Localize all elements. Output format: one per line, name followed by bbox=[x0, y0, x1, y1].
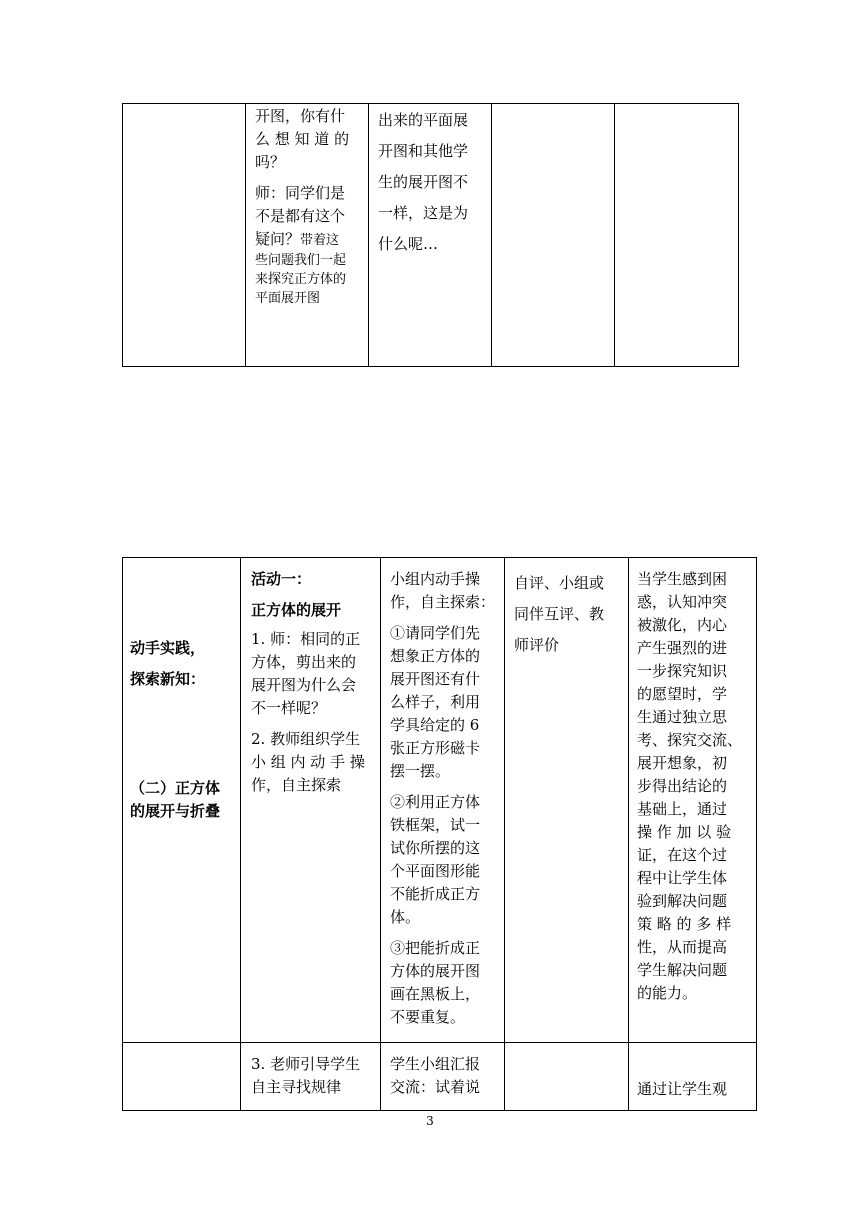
text-line: 考、探究交流、 bbox=[637, 731, 743, 749]
text-line: 小 组 内 动 手 操 bbox=[251, 753, 365, 771]
text-line: 作，自主探索： bbox=[390, 593, 496, 611]
table-row bbox=[123, 1043, 757, 1111]
text-line: 些问题我们一起 bbox=[255, 253, 347, 268]
text-line: 性，从而提高 bbox=[637, 938, 728, 956]
text-line: 学生解决问题 bbox=[637, 961, 728, 979]
stage-cell bbox=[123, 1043, 241, 1111]
text-line: 想象正方体的 bbox=[390, 647, 481, 665]
text-line: 不能折成正方 bbox=[390, 885, 481, 903]
text-line: 操 作 加 以 验 bbox=[637, 823, 732, 841]
text-line: 开图和其他学 bbox=[378, 142, 469, 160]
text-line: 展开图还有什 bbox=[390, 670, 481, 688]
page-number: 3 bbox=[426, 1114, 434, 1128]
text-line: 交流：试着说 bbox=[390, 1078, 481, 1096]
text-line: 么 想 知 道 的 bbox=[255, 130, 350, 148]
text-line: 的能力。 bbox=[637, 984, 698, 1002]
student-activity-cell bbox=[381, 558, 505, 1043]
text-line: 摆一摆。 bbox=[390, 762, 451, 780]
table-row bbox=[123, 558, 757, 1043]
text-line: 验到解决问题 bbox=[637, 892, 728, 910]
text-line: 生通过独立思 bbox=[637, 708, 728, 726]
text-line: 基础上，通过 bbox=[637, 800, 728, 818]
teacher-activity-cell bbox=[241, 1043, 381, 1111]
activity-title: 活动一： bbox=[251, 570, 312, 588]
text-line: 师评价 bbox=[514, 636, 560, 654]
text-line: 小组内动手操 bbox=[390, 570, 481, 588]
text-line: 不要重复。 bbox=[390, 1008, 466, 1026]
text-line: ①请同学们先 bbox=[390, 624, 481, 642]
text-line: 展开想象，初 bbox=[637, 754, 728, 772]
lesson-table bbox=[122, 557, 757, 1111]
text-line: 师：同学们是 bbox=[255, 184, 346, 202]
text-line: 铁框架，试一 bbox=[390, 816, 481, 834]
text-line: 同伴互评、教 bbox=[514, 605, 605, 623]
text-line: 出来的平面展 bbox=[378, 111, 469, 129]
text-line: 生的展开图不 bbox=[378, 173, 469, 191]
teacher-activity-cell bbox=[246, 104, 369, 367]
text-line: 程中让学生体 bbox=[637, 869, 728, 887]
text-line: 体。 bbox=[390, 908, 421, 926]
text-line: 被激化，内心 bbox=[637, 616, 728, 634]
text-line: 来探究正方体的 bbox=[255, 272, 347, 287]
text-line: 产生强烈的进 bbox=[637, 639, 728, 657]
stage-subtitle: （二）正方体 bbox=[130, 779, 221, 797]
text-line: 不一样呢？ bbox=[251, 699, 327, 717]
text-line: 疑问？ bbox=[255, 230, 301, 248]
text-line: 什么呢… bbox=[378, 235, 439, 253]
text-line: 方体，剪出来的 bbox=[251, 653, 357, 671]
text-line: 方体的展开图 bbox=[390, 962, 481, 980]
evaluation-cell bbox=[505, 1043, 629, 1111]
text-line: 展开图为什么会 bbox=[251, 676, 357, 694]
text-line: 带着这 bbox=[300, 233, 340, 248]
text-line: 作，自主探索 bbox=[251, 776, 342, 794]
design-intent-cell bbox=[629, 1043, 757, 1111]
design-intent-cell bbox=[629, 558, 757, 1043]
text-line: 1. 师：相同的正 bbox=[251, 630, 361, 648]
activity-name: 正方体的展开 bbox=[251, 601, 342, 619]
text-line: 开图，你有什 bbox=[255, 107, 346, 125]
text-line: 画在黑板上， bbox=[390, 985, 481, 1003]
text-line: 证，在这个过 bbox=[637, 846, 728, 864]
text-line: 策 略 的 多 样 bbox=[637, 915, 732, 933]
text-line: 平面展开图 bbox=[255, 291, 321, 306]
text-line: 吗？ bbox=[255, 153, 286, 171]
stage-cell bbox=[123, 558, 241, 1043]
student-activity-cell bbox=[369, 104, 492, 367]
teacher-activity-cell bbox=[241, 558, 381, 1043]
text-line: 3. 老师引导学生 bbox=[251, 1055, 361, 1073]
text-line: 一样，这是为 bbox=[378, 204, 469, 222]
stage-title: 探索新知： bbox=[130, 670, 206, 688]
text-line: 2. 教师组织学生 bbox=[251, 730, 361, 748]
text-line: 张正方形磁卡 bbox=[390, 739, 481, 757]
stage-cell bbox=[123, 104, 246, 367]
text-line: 一步探究知识 bbox=[637, 662, 728, 680]
text-line: 自评、小组或 bbox=[514, 574, 605, 592]
text-line: 惑，认知冲突 bbox=[637, 593, 728, 611]
stage-subtitle: 的展开与折叠 bbox=[130, 802, 221, 820]
text-line: 学生小组汇报 bbox=[390, 1055, 481, 1073]
student-activity-cell bbox=[381, 1043, 505, 1111]
text-line: 的愿望时，学 bbox=[637, 685, 728, 703]
text-line: 当学生感到困 bbox=[637, 570, 728, 588]
text-line: ②利用正方体 bbox=[390, 793, 481, 811]
evaluation-cell bbox=[492, 104, 615, 367]
text-line: 试你所摆的这 bbox=[390, 839, 481, 857]
table-row bbox=[123, 104, 739, 367]
text-line: 么样子，利用 bbox=[390, 693, 481, 711]
evaluation-cell bbox=[505, 558, 629, 1043]
text-line: 不是都有这个 bbox=[255, 207, 346, 225]
design-intent-cell bbox=[615, 104, 739, 367]
text-line: 自主寻找规律 bbox=[251, 1078, 342, 1096]
text-line: ③把能折成正 bbox=[390, 939, 481, 957]
text-line: 通过让学生观 bbox=[637, 1080, 728, 1098]
stage-title: 动手实践， bbox=[130, 639, 206, 657]
text-line: 个平面图形能 bbox=[390, 862, 481, 880]
lesson-table-continued bbox=[122, 103, 739, 367]
text-line: 学具给定的 6 bbox=[390, 716, 480, 734]
text-line: 步得出结论的 bbox=[637, 777, 728, 795]
